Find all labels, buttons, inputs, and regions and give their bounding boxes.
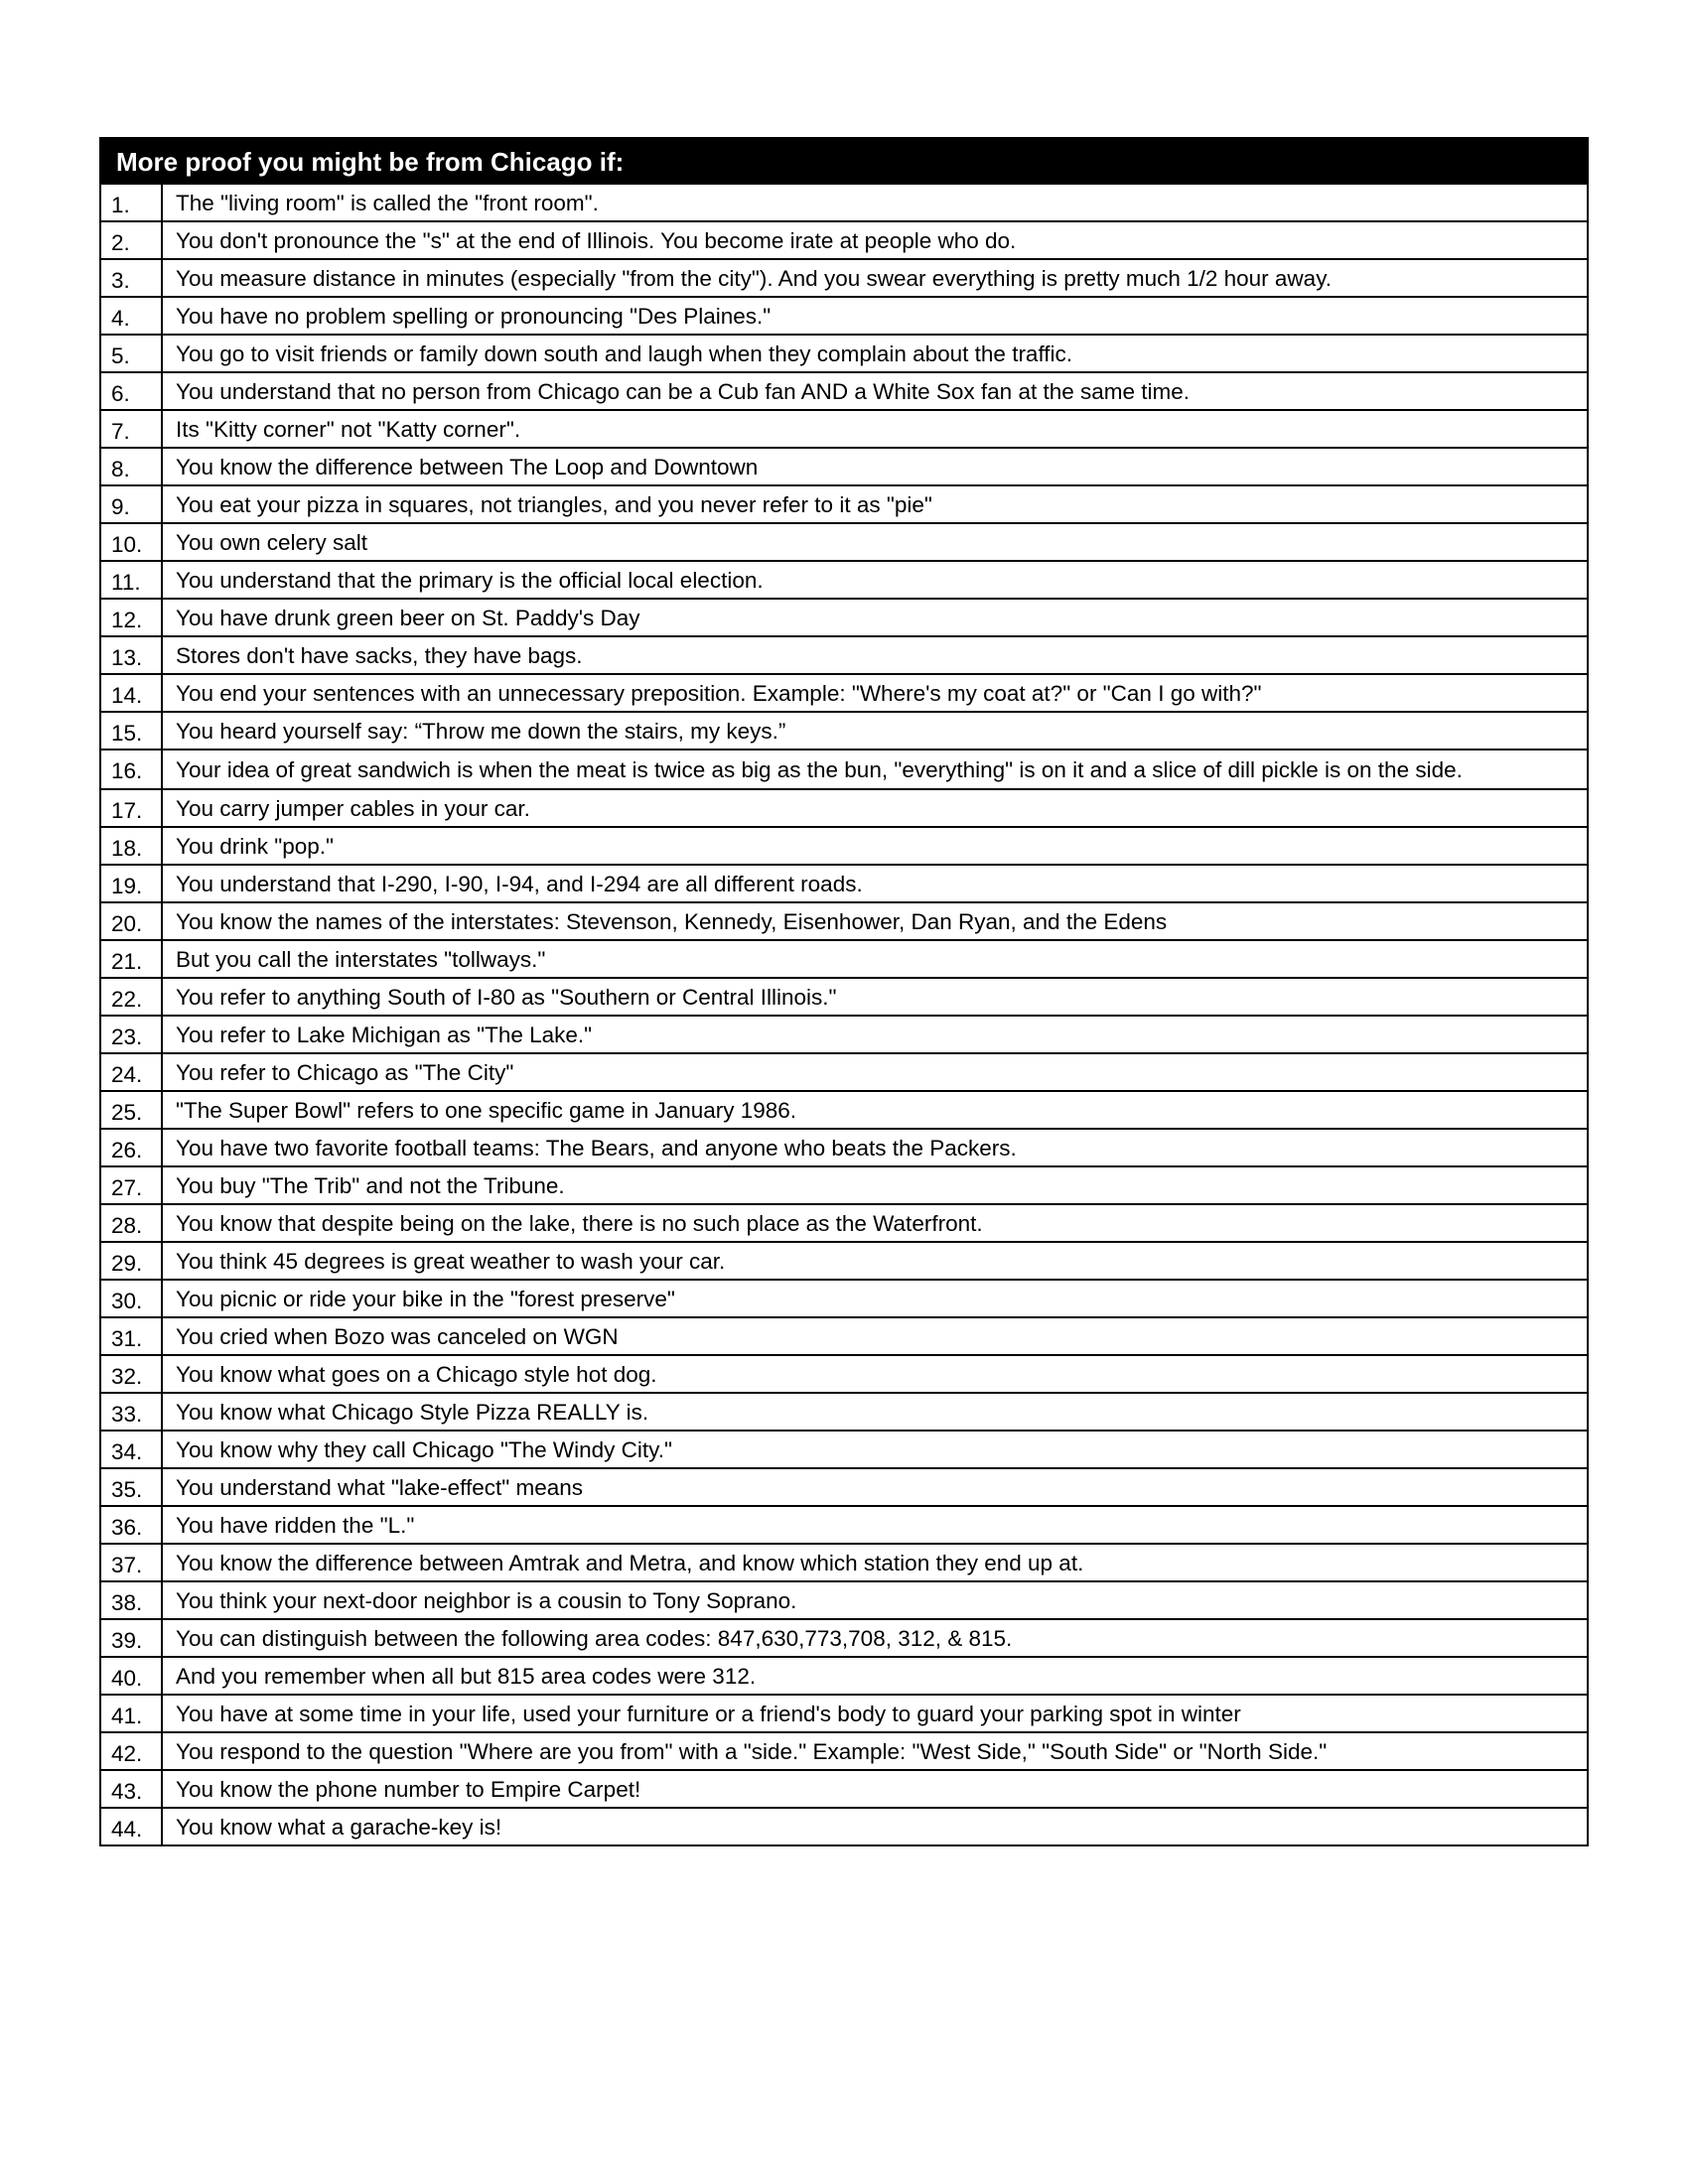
list-item xyxy=(100,259,1588,297)
item-number: 14. xyxy=(100,674,162,712)
item-text: "The Super Bowl" refers to one specific game in January 1986. xyxy=(162,1091,1588,1129)
list-item xyxy=(100,978,1588,1016)
item-number: 38. xyxy=(100,1581,162,1619)
item-number: 32. xyxy=(100,1355,162,1393)
list-item xyxy=(100,902,1588,940)
list-item xyxy=(100,221,1588,259)
item-text: You understand that I-290, I-90, I-94, and I-294 are all different roads. xyxy=(162,865,1588,902)
list-item xyxy=(100,335,1588,372)
list-item xyxy=(100,712,1588,750)
item-text: You think 45 degrees is great weather to wash your car. xyxy=(162,1242,1588,1280)
list-item xyxy=(100,1506,1588,1544)
item-number: 33. xyxy=(100,1393,162,1431)
list-item xyxy=(100,940,1588,978)
items-table-body xyxy=(100,184,1588,1845)
item-number: 31. xyxy=(100,1317,162,1355)
chicago-list xyxy=(99,137,1589,1846)
list-item xyxy=(100,1242,1588,1280)
item-number: 23. xyxy=(100,1016,162,1053)
item-text: But you call the interstates "tollways." xyxy=(162,940,1588,978)
list-item xyxy=(100,1204,1588,1242)
item-number: 28. xyxy=(100,1204,162,1242)
item-text: You buy "The Trib" and not the Tribune. xyxy=(162,1166,1588,1204)
item-text: You picnic or ride your bike in the "forest preserve" xyxy=(162,1280,1588,1317)
list-item xyxy=(100,1619,1588,1657)
list-item xyxy=(100,485,1588,523)
list-item xyxy=(100,789,1588,827)
item-number: 7. xyxy=(100,410,162,448)
item-number: 18. xyxy=(100,827,162,865)
item-number: 9. xyxy=(100,485,162,523)
list-item xyxy=(100,1431,1588,1468)
item-text: You eat your pizza in squares, not triangles, and you never refer to it as "pie" xyxy=(162,485,1588,523)
list-item xyxy=(100,1091,1588,1129)
item-text: You refer to Chicago as "The City" xyxy=(162,1053,1588,1091)
item-number: 22. xyxy=(100,978,162,1016)
list-item xyxy=(100,1355,1588,1393)
list-item xyxy=(100,297,1588,335)
list-item xyxy=(100,1657,1588,1695)
list-item xyxy=(100,410,1588,448)
list-item xyxy=(100,636,1588,674)
item-text: You cried when Bozo was canceled on WGN xyxy=(162,1317,1588,1355)
item-text: You go to visit friends or family down south and laugh when they complain about the traffic. xyxy=(162,335,1588,372)
item-text: You don't pronounce the "s" at the end of Illinois. You become irate at people who do. xyxy=(162,221,1588,259)
list-item xyxy=(100,1581,1588,1619)
item-number: 30. xyxy=(100,1280,162,1317)
item-text: You have drunk green beer on St. Paddy's Day xyxy=(162,599,1588,636)
item-text: You know the names of the interstates: Stevenson, Kennedy, Eisenhower, Dan Ryan, and the Edens xyxy=(162,902,1588,940)
list-item xyxy=(100,827,1588,865)
item-text: You respond to the question "Where are you from" with a "side." Example: "West Side," "South Side" or "North Side." xyxy=(162,1732,1588,1770)
item-number: 20. xyxy=(100,902,162,940)
list-item xyxy=(100,1770,1588,1808)
list-item xyxy=(100,1317,1588,1355)
list-item xyxy=(100,1695,1588,1732)
item-number: 5. xyxy=(100,335,162,372)
item-text: You understand that the primary is the official local election. xyxy=(162,561,1588,599)
item-number: 27. xyxy=(100,1166,162,1204)
item-number: 16. xyxy=(100,750,162,789)
item-number: 29. xyxy=(100,1242,162,1280)
list-item xyxy=(100,1732,1588,1770)
item-number: 3. xyxy=(100,259,162,297)
item-number: 40. xyxy=(100,1657,162,1695)
item-text: You heard yourself say: “Throw me down the stairs, my keys.” xyxy=(162,712,1588,750)
item-text: Its "Kitty corner" not "Katty corner". xyxy=(162,410,1588,448)
item-text: You have two favorite football teams: The Bears, and anyone who beats the Packers. xyxy=(162,1129,1588,1166)
item-text: You think your next-door neighbor is a cousin to Tony Soprano. xyxy=(162,1581,1588,1619)
item-text: You know the difference between The Loop and Downtown xyxy=(162,448,1588,485)
item-number: 44. xyxy=(100,1808,162,1845)
item-text: You know what Chicago Style Pizza REALLY is. xyxy=(162,1393,1588,1431)
item-text: The "living room" is called the "front room". xyxy=(162,184,1588,221)
list-item xyxy=(100,865,1588,902)
list-item xyxy=(100,448,1588,485)
item-text: You can distinguish between the following area codes: 847,630,773,708, 312, & 815. xyxy=(162,1619,1588,1657)
item-text: You know the phone number to Empire Carpet! xyxy=(162,1770,1588,1808)
item-number: 39. xyxy=(100,1619,162,1657)
list-item xyxy=(100,1129,1588,1166)
item-number: 37. xyxy=(100,1544,162,1581)
item-number: 42. xyxy=(100,1732,162,1770)
item-text: Your idea of great sandwich is when the meat is twice as big as the bun, "everything" is on it and a slice of dill pickle is on the side. xyxy=(162,750,1588,789)
list-item xyxy=(100,599,1588,636)
item-text: You refer to Lake Michigan as "The Lake." xyxy=(162,1016,1588,1053)
list-item xyxy=(100,674,1588,712)
item-text: You refer to anything South of I-80 as "Southern or Central Illinois." xyxy=(162,978,1588,1016)
item-number: 41. xyxy=(100,1695,162,1732)
item-number: 25. xyxy=(100,1091,162,1129)
item-text: You understand what "lake-effect" means xyxy=(162,1468,1588,1506)
list-item xyxy=(100,523,1588,561)
list-item xyxy=(100,1393,1588,1431)
item-number: 35. xyxy=(100,1468,162,1506)
item-number: 8. xyxy=(100,448,162,485)
item-text: And you remember when all but 815 area codes were 312. xyxy=(162,1657,1588,1695)
item-text: You carry jumper cables in your car. xyxy=(162,789,1588,827)
item-text: You own celery salt xyxy=(162,523,1588,561)
list-item xyxy=(100,1468,1588,1506)
item-number: 19. xyxy=(100,865,162,902)
item-number: 34. xyxy=(100,1431,162,1468)
item-number: 2. xyxy=(100,221,162,259)
item-number: 15. xyxy=(100,712,162,750)
list-item xyxy=(100,750,1588,789)
item-text: You know what goes on a Chicago style hot dog. xyxy=(162,1355,1588,1393)
item-number: 4. xyxy=(100,297,162,335)
item-text: You understand that no person from Chicago can be a Cub fan AND a White Sox fan at the same time. xyxy=(162,372,1588,410)
items-table xyxy=(99,183,1589,1846)
item-text: You know what a garache-key is! xyxy=(162,1808,1588,1845)
item-text: You measure distance in minutes (especially "from the city"). And you swear everything is pretty much 1/2 hour away. xyxy=(162,259,1588,297)
list-title: More proof you might be from Chicago if: xyxy=(99,137,1589,183)
item-number: 24. xyxy=(100,1053,162,1091)
item-text: You know the difference between Amtrak and Metra, and know which station they end up at. xyxy=(162,1544,1588,1581)
item-number: 21. xyxy=(100,940,162,978)
item-text: You drink "pop." xyxy=(162,827,1588,865)
item-text: You end your sentences with an unnecessary preposition. Example: "Where's my coat at?" or "Can I go with?" xyxy=(162,674,1588,712)
list-item xyxy=(100,184,1588,221)
list-item xyxy=(100,372,1588,410)
item-number: 12. xyxy=(100,599,162,636)
item-number: 11. xyxy=(100,561,162,599)
list-item xyxy=(100,1016,1588,1053)
item-text: You have ridden the "L." xyxy=(162,1506,1588,1544)
item-number: 36. xyxy=(100,1506,162,1544)
list-item xyxy=(100,1166,1588,1204)
list-item xyxy=(100,561,1588,599)
item-number: 10. xyxy=(100,523,162,561)
item-number: 13. xyxy=(100,636,162,674)
item-number: 26. xyxy=(100,1129,162,1166)
item-number: 17. xyxy=(100,789,162,827)
list-item xyxy=(100,1808,1588,1845)
list-item xyxy=(100,1053,1588,1091)
item-number: 43. xyxy=(100,1770,162,1808)
list-item xyxy=(100,1544,1588,1581)
item-number: 1. xyxy=(100,184,162,221)
item-text: You know that despite being on the lake, there is no such place as the Waterfront. xyxy=(162,1204,1588,1242)
item-text: You have no problem spelling or pronouncing "Des Plaines." xyxy=(162,297,1588,335)
list-item xyxy=(100,1280,1588,1317)
item-text: You have at some time in your life, used your furniture or a friend's body to guard your parking spot in winter xyxy=(162,1695,1588,1732)
item-number: 6. xyxy=(100,372,162,410)
item-text: Stores don't have sacks, they have bags. xyxy=(162,636,1588,674)
item-text: You know why they call Chicago "The Windy City." xyxy=(162,1431,1588,1468)
